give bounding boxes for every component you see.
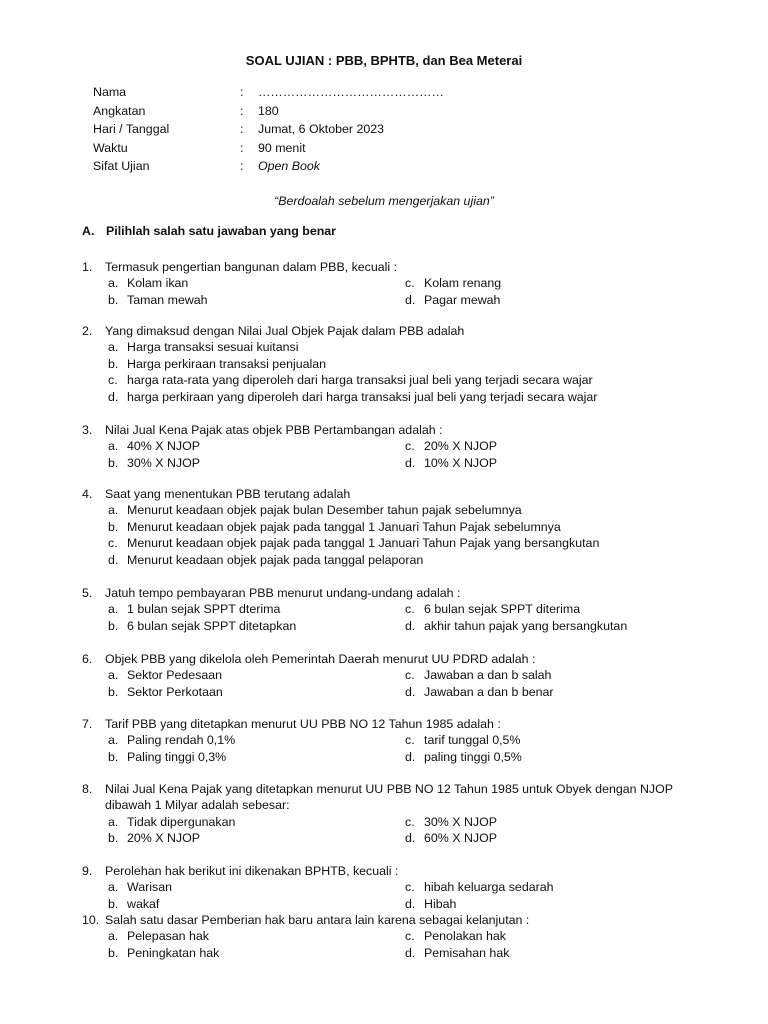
- answer-option[interactable]: [108, 667, 405, 683]
- question-number: 5.: [82, 586, 93, 600]
- answer-option[interactable]: [405, 618, 705, 634]
- answer-options: [108, 928, 682, 961]
- answer-option[interactable]: [405, 879, 705, 895]
- option-letter: b.: [108, 455, 119, 470]
- answer-option[interactable]: [108, 879, 405, 895]
- option-text: paling tinggi 0,5%: [424, 749, 522, 764]
- answer-options: [108, 667, 682, 700]
- option-letter: b.: [108, 618, 119, 633]
- answer-options: [108, 275, 682, 308]
- option-letter: c.: [405, 814, 415, 829]
- answer-option[interactable]: [108, 814, 405, 830]
- question-text: Yang dimaksud dengan Nilai Jual Objek Pajak dalam PBB adalah: [105, 324, 465, 338]
- option-text: Pelepasan hak: [127, 929, 209, 944]
- question-header: [82, 422, 682, 438]
- question-item: [82, 716, 682, 765]
- answer-options: [108, 339, 682, 405]
- answer-option[interactable]: [405, 275, 705, 291]
- question-number: 8.: [82, 782, 93, 796]
- question-header: [82, 486, 682, 502]
- option-text: Menurut keadaan objek pajak pada tanggal 1 Januari Tahun Pajak yang bersangkutan: [127, 536, 600, 551]
- option-letter: b.: [108, 831, 119, 846]
- option-text: Paling rendah 0,1%: [127, 733, 236, 748]
- motto: “Berdoalah sebelum mengerjakan ujian”: [274, 194, 494, 208]
- option-letter: a.: [108, 602, 119, 617]
- answer-option[interactable]: [405, 684, 705, 700]
- option-text: harga rata-rata yang diperoleh dari harga transaksi jual beli yang terjadi secara wajar: [127, 373, 593, 388]
- option-letter: c.: [405, 880, 415, 895]
- question-text: Nilai Jual Kena Pajak atas objek PBB Pertambangan adalah :: [105, 423, 443, 437]
- question-text: Termasuk pengertian bangunan dalam PBB, kecuali :: [105, 260, 398, 274]
- answer-options: [108, 814, 682, 847]
- answer-option[interactable]: [108, 552, 682, 568]
- question-item: [82, 781, 682, 847]
- question-number: 10.: [82, 913, 100, 927]
- option-letter: c.: [405, 439, 415, 454]
- option-letter: c.: [405, 276, 415, 291]
- option-text: Kolam ikan: [127, 276, 189, 291]
- option-text: Sektor Perkotaan: [127, 684, 223, 699]
- option-text: 40% X NJOP: [127, 439, 200, 454]
- question-item: [82, 259, 682, 308]
- answer-option[interactable]: [108, 749, 405, 765]
- answer-option[interactable]: [108, 372, 682, 388]
- info-label: Nama: [93, 85, 127, 99]
- option-letter: d.: [108, 552, 119, 567]
- answer-option[interactable]: [108, 896, 405, 912]
- option-text: Harga transaksi sesuai kuitansi: [127, 340, 299, 355]
- question-text: Perolehan hak berikut ini dikenakan BPHTB, kecuali :: [105, 864, 399, 878]
- option-letter: d.: [405, 896, 416, 911]
- question-header: [82, 651, 682, 667]
- answer-option[interactable]: [405, 814, 705, 830]
- answer-option[interactable]: [108, 519, 682, 535]
- answer-options: [108, 879, 682, 912]
- answer-option[interactable]: [405, 292, 705, 308]
- question-header: [82, 259, 682, 275]
- info-value: 90 menit: [258, 140, 306, 155]
- info-colon: :: [240, 159, 244, 174]
- answer-option[interactable]: [108, 502, 682, 518]
- section-letter: A.: [82, 224, 95, 238]
- option-letter: a.: [108, 340, 119, 355]
- answer-option[interactable]: [108, 618, 405, 634]
- question-item: [82, 422, 682, 471]
- option-text: 60% X NJOP: [424, 831, 497, 846]
- question-number: 7.: [82, 717, 93, 731]
- info-label: Waktu: [93, 140, 128, 155]
- option-letter: a.: [108, 439, 119, 454]
- answer-options: [108, 732, 682, 765]
- question-header: [82, 781, 682, 814]
- option-text: akhir tahun pajak yang bersangkutan: [424, 618, 628, 633]
- section-heading: [82, 224, 336, 238]
- option-text: hibah keluarga sedarah: [424, 880, 554, 895]
- question-item: [82, 323, 682, 405]
- info-row-tanggal: [93, 120, 444, 139]
- option-text: Warisan: [127, 880, 172, 895]
- option-letter: d.: [108, 389, 119, 404]
- option-letter: d.: [405, 749, 416, 764]
- option-text: Pagar mewah: [424, 292, 501, 307]
- question-header: [82, 863, 682, 879]
- option-text: Taman mewah: [127, 292, 208, 307]
- question-text: Salah satu dasar Pemberian hak baru antara lain karena sebagai kelanjutan :: [105, 913, 530, 927]
- answer-option[interactable]: [108, 732, 405, 748]
- answer-option[interactable]: [108, 356, 682, 372]
- question-item: [82, 912, 682, 961]
- option-letter: b.: [108, 292, 119, 307]
- answer-option[interactable]: [108, 455, 405, 471]
- option-text: 6 bulan sejak SPPT diterima: [424, 602, 581, 617]
- info-row-sifat-ujian: [93, 157, 444, 176]
- option-text: 20% X NJOP: [424, 439, 497, 454]
- question-number: 3.: [82, 423, 93, 437]
- option-text: Peningkatan hak: [127, 945, 220, 960]
- option-letter: b.: [108, 945, 119, 960]
- answer-option[interactable]: [405, 455, 705, 471]
- option-text: Paling tinggi 0,3%: [127, 749, 227, 764]
- section-title: Pilihlah salah satu jawaban yang benar: [106, 224, 336, 238]
- info-label: Sifat Ujian: [93, 159, 150, 174]
- info-colon: :: [240, 122, 244, 137]
- answer-options: [108, 438, 682, 471]
- question-header: [82, 912, 682, 928]
- option-text: 6 bulan sejak SPPT ditetapkan: [127, 618, 297, 633]
- info-colon: :: [240, 103, 244, 118]
- answer-option[interactable]: [108, 292, 405, 308]
- option-letter: a.: [108, 929, 119, 944]
- option-letter: a.: [108, 668, 119, 683]
- question-text: Jatuh tempo pembayaran PBB menurut undang-undang adalah :: [105, 586, 461, 600]
- option-text: Jawaban a dan b salah: [424, 668, 552, 683]
- option-letter: d.: [405, 831, 416, 846]
- answer-option[interactable]: [405, 830, 705, 846]
- option-letter: d.: [405, 684, 416, 699]
- answer-option[interactable]: [108, 945, 405, 961]
- option-letter: d.: [405, 618, 416, 633]
- option-letter: c.: [108, 373, 118, 388]
- answer-option[interactable]: [108, 684, 405, 700]
- question-header: [82, 585, 682, 601]
- question-text: Objek PBB yang dikelola oleh Pemerintah Daerah menurut UU PDRD adalah :: [105, 652, 536, 666]
- option-text: 30% X NJOP: [424, 814, 497, 829]
- answer-option[interactable]: [405, 896, 705, 912]
- option-text: Penolakan hak: [424, 929, 506, 944]
- option-letter: b.: [108, 749, 119, 764]
- info-row-angkatan: [93, 102, 444, 121]
- question-number: 1.: [82, 260, 93, 274]
- question-header: [82, 323, 682, 339]
- info-value: Jumat, 6 Oktober 2023: [258, 122, 385, 137]
- answer-option[interactable]: [108, 535, 682, 551]
- info-label: Hari / Tanggal: [93, 122, 170, 137]
- answer-options: [108, 601, 682, 634]
- option-text: 30% X NJOP: [127, 455, 200, 470]
- answer-option[interactable]: [108, 438, 405, 454]
- option-letter: b.: [108, 519, 119, 534]
- info-value: ………………………………………: [258, 85, 444, 99]
- answer-option[interactable]: [405, 732, 705, 748]
- answer-option[interactable]: [108, 339, 682, 355]
- question-number: 6.: [82, 652, 93, 666]
- answer-option[interactable]: [108, 928, 405, 944]
- question-item: [82, 486, 682, 568]
- option-letter: a.: [108, 733, 119, 748]
- answer-option[interactable]: [108, 601, 405, 617]
- question-number: 2.: [82, 324, 93, 338]
- answer-options: [108, 502, 682, 568]
- question-header: [82, 716, 682, 732]
- answer-option[interactable]: [405, 928, 705, 944]
- answer-option[interactable]: [108, 275, 405, 291]
- answer-option[interactable]: [108, 389, 682, 405]
- answer-option[interactable]: [405, 601, 705, 617]
- option-text: 10% X NJOP: [424, 455, 497, 470]
- option-letter: a.: [108, 503, 119, 518]
- info-label: Angkatan: [93, 103, 146, 118]
- question-number: 4.: [82, 487, 93, 501]
- option-text: 20% X NJOP: [127, 831, 200, 846]
- option-letter: d.: [405, 455, 416, 470]
- question-text: Nilai Jual Kena Pajak yang ditetapkan menurut UU PBB NO 12 Tahun 1985 untuk Obyek dengan NJOP dibawah 1 Milyar adalah sebesar:: [105, 782, 673, 813]
- option-letter: c.: [108, 536, 118, 551]
- question-item: [82, 585, 682, 634]
- option-text: Menurut keadaan objek pajak bulan Desember tahun pajak sebelumnya: [127, 503, 522, 518]
- answer-option[interactable]: [108, 830, 405, 846]
- answer-option[interactable]: [405, 438, 705, 454]
- info-value: 180: [258, 103, 279, 118]
- info-row-nama: [93, 83, 444, 102]
- option-text: Hibah: [424, 896, 457, 911]
- option-letter: b.: [108, 896, 119, 911]
- option-text: wakaf: [127, 896, 160, 911]
- answer-option[interactable]: [405, 749, 705, 765]
- info-colon: :: [240, 140, 244, 155]
- option-letter: c.: [405, 668, 415, 683]
- option-text: Menurut keadaan objek pajak pada tanggal pelaporan: [127, 552, 424, 567]
- option-letter: a.: [108, 276, 119, 291]
- info-colon: :: [240, 85, 244, 99]
- option-text: tarif tunggal 0,5%: [424, 733, 521, 748]
- option-letter: c.: [405, 929, 415, 944]
- option-letter: c.: [405, 602, 415, 617]
- answer-option[interactable]: [405, 945, 705, 961]
- option-letter: b.: [108, 684, 119, 699]
- question-text: Tarif PBB yang ditetapkan menurut UU PBB NO 12 Tahun 1985 adalah :: [105, 717, 501, 731]
- question-text: Saat yang menentukan PBB terutang adalah: [105, 487, 351, 501]
- exam-info-block: [93, 83, 444, 176]
- option-letter: a.: [108, 814, 119, 829]
- option-letter: d.: [405, 292, 416, 307]
- info-row-waktu: [93, 139, 444, 158]
- answer-option[interactable]: [405, 667, 705, 683]
- option-text: 1 bulan sejak SPPT dterima: [127, 602, 281, 617]
- option-text: Sektor Pedesaan: [127, 668, 223, 683]
- option-text: Pemisahan hak: [424, 945, 510, 960]
- option-text: harga perkiraan yang diperoleh dari harga transaksi jual beli yang terjadi secara wajar: [127, 389, 598, 404]
- question-item: [82, 863, 682, 912]
- option-letter: d.: [405, 945, 416, 960]
- option-letter: b.: [108, 356, 119, 371]
- question-item: [82, 651, 682, 700]
- option-letter: c.: [405, 733, 415, 748]
- option-text: Menurut keadaan objek pajak pada tanggal 1 Januari Tahun Pajak sebelumnya: [127, 519, 561, 534]
- option-text: Tidak dipergunakan: [127, 814, 236, 829]
- option-text: Harga perkiraan transaksi penjualan: [127, 356, 327, 371]
- info-value: Open Book: [258, 159, 320, 174]
- question-number: 9.: [82, 864, 93, 878]
- option-letter: a.: [108, 880, 119, 895]
- page-title: SOAL UJIAN : PBB, BPHTB, dan Bea Meterai: [245, 53, 523, 68]
- option-text: Jawaban a dan b benar: [424, 684, 554, 699]
- option-text: Kolam renang: [424, 276, 502, 291]
